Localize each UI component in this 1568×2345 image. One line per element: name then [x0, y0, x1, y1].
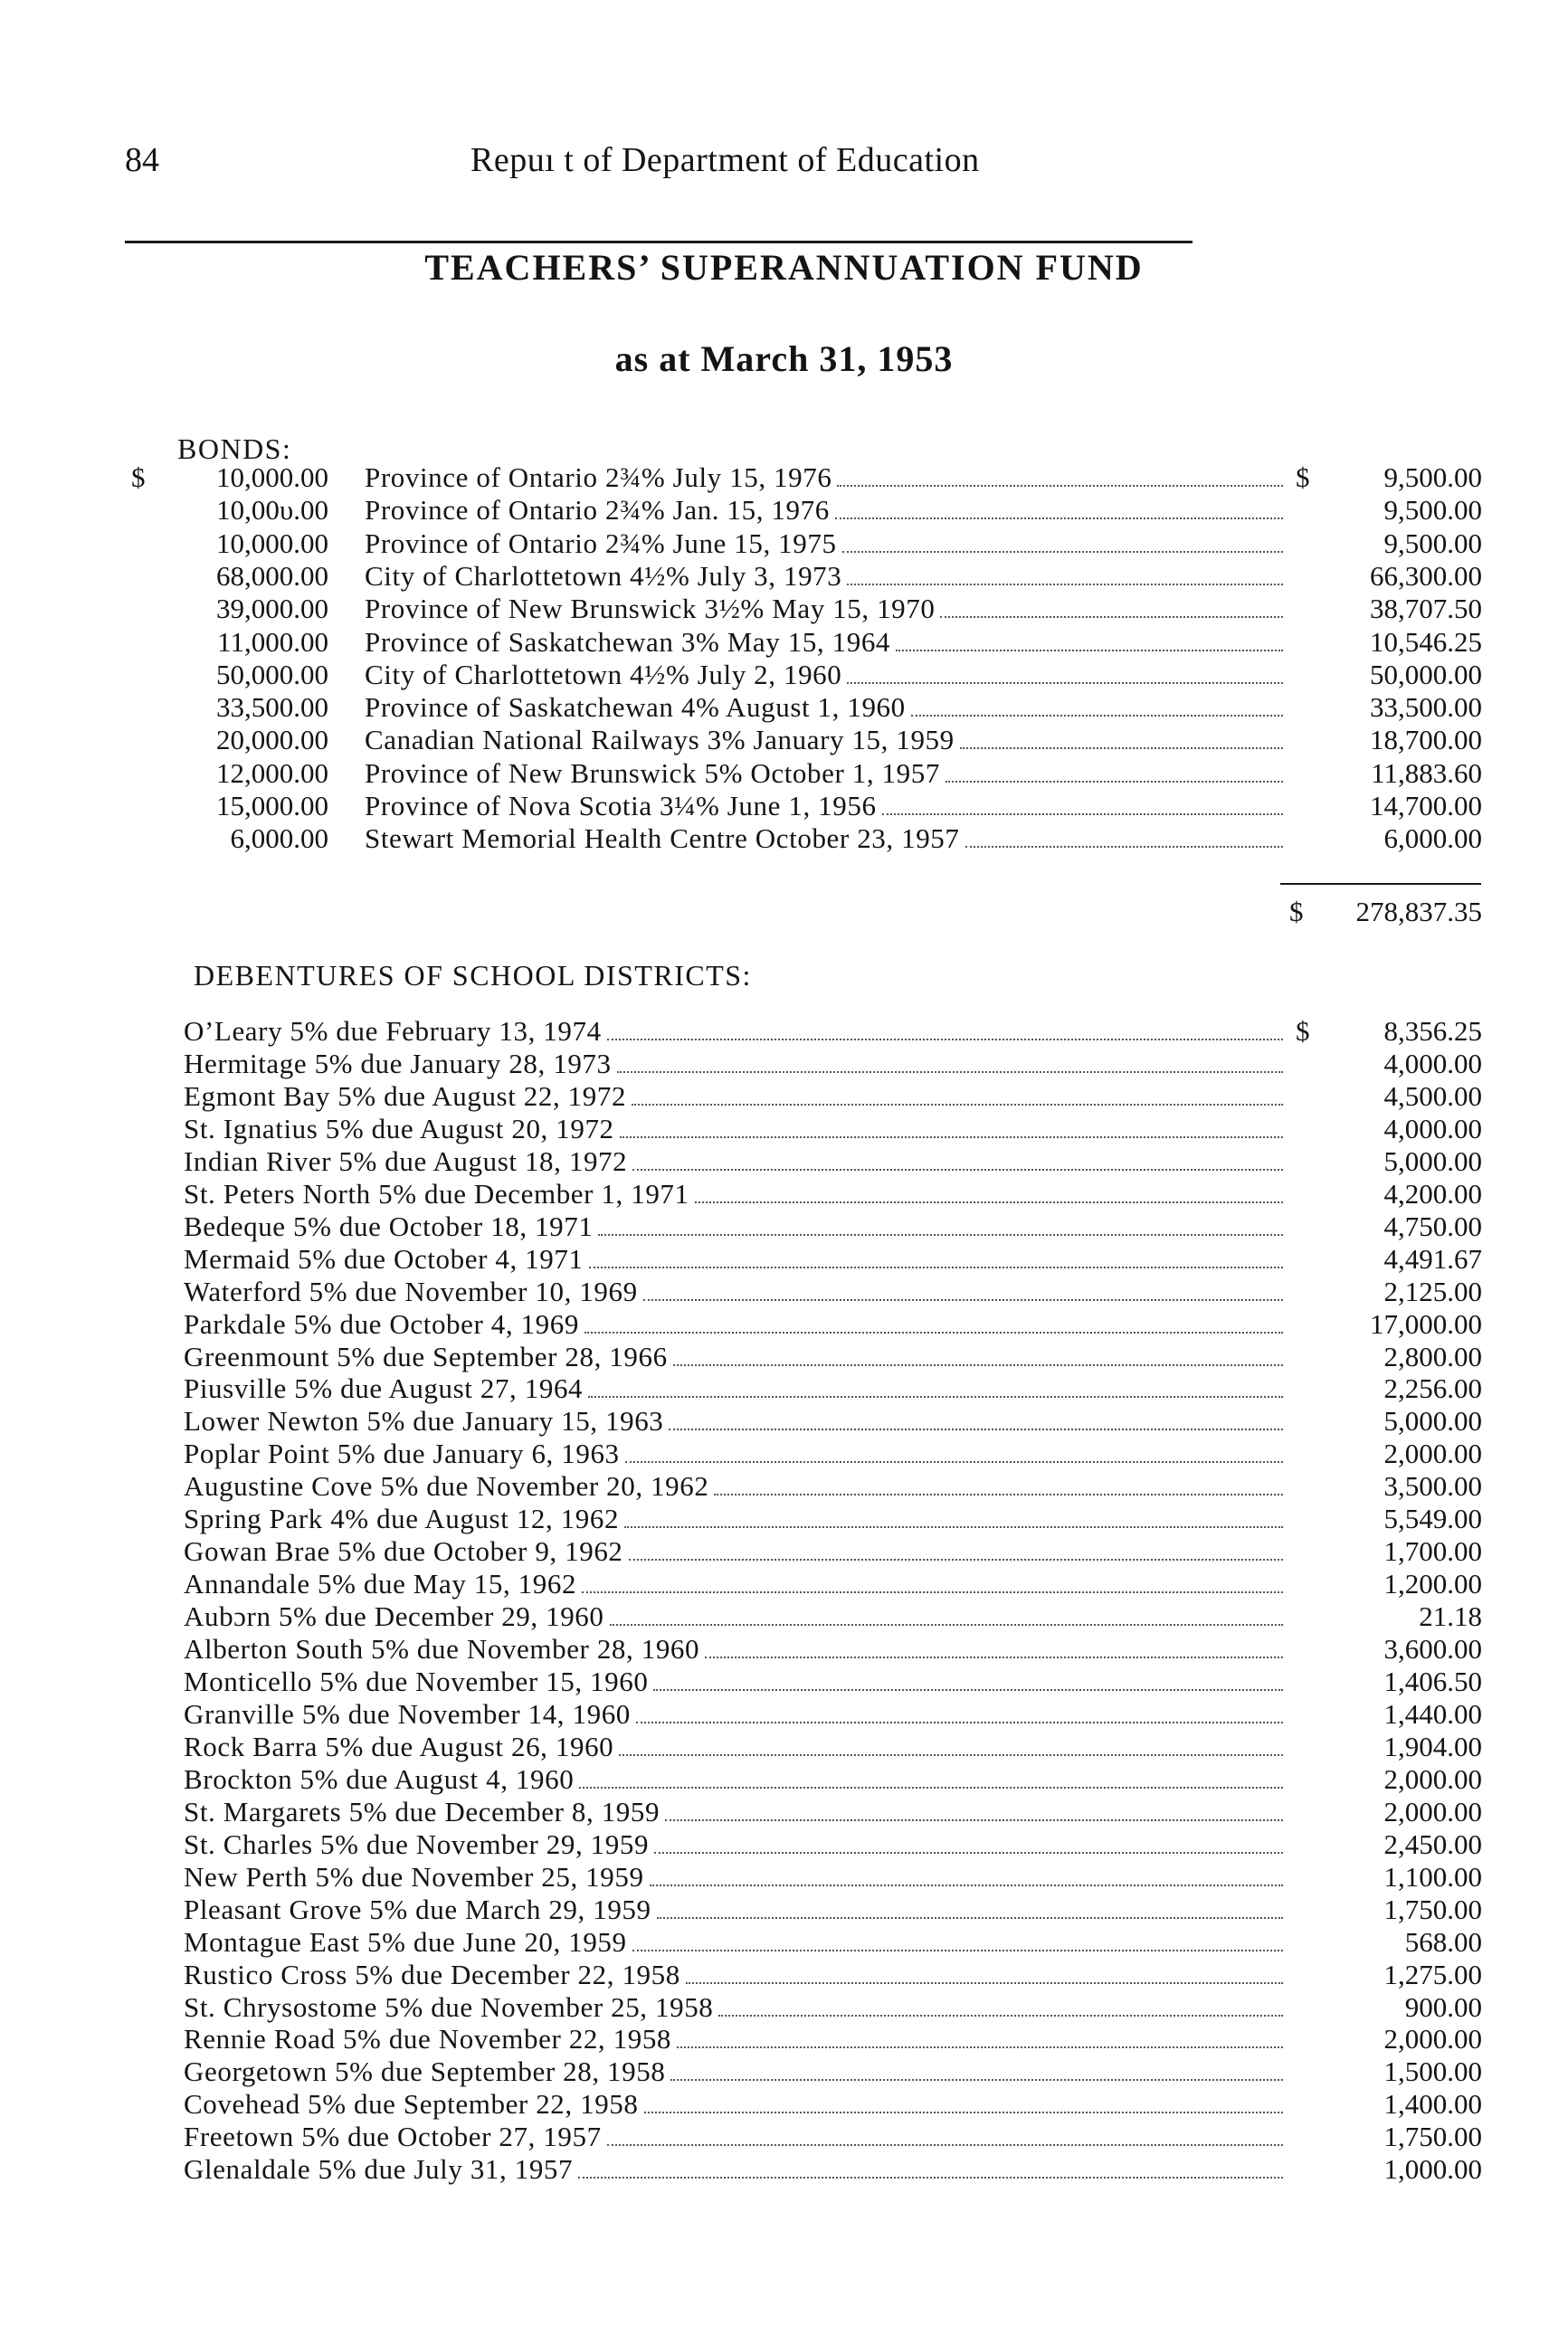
dot-leader	[619, 1754, 1283, 1756]
debenture-row	[0, 1178, 1568, 1210]
debenture-row	[0, 1243, 1568, 1276]
debenture-amount: 1,275.00	[1383, 1958, 1482, 1990]
debenture-row	[0, 1926, 1568, 1959]
debenture-amount: 2,000.00	[1383, 1762, 1482, 1795]
bond-description-cell	[365, 757, 1283, 790]
dot-leader	[617, 1071, 1283, 1073]
debenture-row	[0, 1959, 1568, 1991]
dot-leader	[686, 1982, 1283, 1984]
debenture-row	[0, 1113, 1568, 1145]
debenture-amount: 2,450.00	[1383, 1828, 1482, 1860]
bond-amount-currency: $	[1296, 461, 1310, 493]
debenture-amount: 1,700.00	[1383, 1535, 1482, 1568]
debenture-description: Bedeque 5% due October 18, 1971	[184, 1210, 594, 1242]
debenture-amount: 5,000.00	[1383, 1405, 1482, 1438]
debenture-description-cell	[184, 1698, 1283, 1731]
dot-leader	[607, 1039, 1283, 1040]
debenture-description-cell	[184, 2121, 1283, 2153]
debenture-row	[0, 1372, 1568, 1405]
bond-description-cell	[365, 724, 1283, 756]
debenture-description: Lower Newton 5% due January 15, 1963	[184, 1405, 664, 1438]
bonds-total-rule	[1280, 883, 1481, 885]
debenture-amount: 1,100.00	[1383, 1860, 1482, 1893]
bonds-total-value: 278,837.35	[1355, 896, 1482, 927]
bonds-section-label: BONDS:	[177, 432, 292, 465]
debenture-description-cell	[184, 1438, 1283, 1470]
debenture-description: Gowan Brae 5% due October 9, 1962	[184, 1535, 623, 1568]
bond-description: Province of Ontario 2¾% July 15, 1976	[365, 461, 832, 493]
debenture-amount: 4,200.00	[1383, 1177, 1482, 1210]
debenture-description-cell	[184, 1828, 1283, 1861]
debenture-row	[0, 1145, 1568, 1178]
debenture-row	[0, 1861, 1568, 1894]
debenture-description: Hermitage 5% due January 28, 1973	[184, 1047, 612, 1079]
bond-face-value: 20,000.00	[216, 724, 328, 756]
debenture-description: Greenmount 5% due September 28, 1966	[184, 1340, 668, 1372]
bond-amount: 11,883.60	[1371, 756, 1482, 789]
debenture-description: Annandale 5% due May 15, 1962	[184, 1568, 577, 1600]
bond-row	[0, 790, 1568, 822]
bond-description-cell	[365, 659, 1283, 691]
debenture-description: Georgetown 5% due September 28, 1958	[184, 2055, 666, 2088]
debenture-description-cell	[184, 1113, 1283, 1145]
bond-face-value: 11,000.00	[217, 625, 328, 658]
debenture-amount: 21.18	[1419, 1600, 1482, 1633]
bond-row	[0, 494, 1568, 527]
debenture-row	[0, 1568, 1568, 1600]
bond-face-value: 15,000.00	[216, 790, 328, 821]
debenture-row	[0, 1503, 1568, 1535]
debenture-description-cell	[184, 1633, 1283, 1666]
bond-description: Stewart Memorial Health Centre October 23, 1957	[365, 822, 960, 855]
debenture-description: Poplar Point 5% due January 6, 1963	[184, 1438, 620, 1470]
debenture-amount: 3,500.00	[1383, 1470, 1482, 1503]
debenture-description-cell	[184, 1276, 1283, 1308]
debenture-description: Parkdale 5% due October 4, 1969	[184, 1307, 579, 1340]
dot-leader	[653, 1689, 1283, 1691]
dot-leader	[589, 1267, 1283, 1268]
dot-leader	[578, 2177, 1283, 2179]
bond-amount: 9,500.00	[1383, 527, 1482, 559]
debenture-description: Waterford 5% due November 10, 1969	[184, 1275, 638, 1307]
debenture-description: Indian River 5% due August 18, 1972	[184, 1144, 628, 1177]
debenture-description-cell	[184, 1470, 1283, 1503]
debenture-amount: 1,200.00	[1383, 1568, 1482, 1600]
debenture-amount: 4,000.00	[1383, 1112, 1482, 1144]
bond-face-value: 33,500.00	[216, 691, 328, 724]
bond-description-cell	[365, 560, 1283, 593]
debenture-row	[0, 1828, 1568, 1861]
page-header	[125, 140, 1193, 185]
bond-row	[0, 593, 1568, 625]
debenture-amount: 5,000.00	[1383, 1144, 1482, 1177]
dot-leader	[911, 715, 1283, 717]
debenture-amount: 4,491.67	[1383, 1242, 1482, 1275]
dot-leader	[835, 517, 1283, 519]
debenture-description: Granville 5% due November 14, 1960	[184, 1697, 631, 1730]
debenture-amount: 2,125.00	[1383, 1275, 1482, 1307]
debenture-row	[0, 1048, 1568, 1080]
debenture-row	[0, 1210, 1568, 1243]
bond-amount: 33,500.00	[1370, 691, 1482, 724]
dot-leader	[607, 2144, 1283, 2146]
dot-leader	[940, 616, 1283, 618]
debenture-description-cell	[184, 2023, 1283, 2055]
bond-row	[0, 724, 1568, 756]
debenture-description-cell	[184, 2088, 1283, 2121]
debenture-row	[0, 2055, 1568, 2088]
bond-amount: 50,000.00	[1370, 658, 1482, 690]
bond-face-currency: $	[131, 461, 146, 493]
debenture-row	[0, 1763, 1568, 1796]
debenture-amount: 2,800.00	[1383, 1340, 1482, 1372]
debenture-description: Covehead 5% due September 22, 1958	[184, 2088, 639, 2121]
debenture-description: Spring Park 4% due August 12, 1962	[184, 1503, 620, 1535]
dot-leader	[718, 2015, 1283, 2017]
debenture-description-cell	[184, 1796, 1283, 1828]
debenture-description: St. Chrysostome 5% due November 25, 1958	[184, 1990, 714, 2023]
debenture-description: Piusville 5% due August 27, 1964	[184, 1372, 584, 1405]
debenture-amount: 1,440.00	[1383, 1697, 1482, 1730]
bond-description-cell	[365, 626, 1283, 659]
bond-face-value: 39,000.00	[216, 593, 328, 625]
bond-row	[0, 560, 1568, 593]
debenture-amount: 2,000.00	[1383, 1438, 1482, 1470]
running-head: Repuı t of Department of Education	[470, 141, 980, 179]
debenture-description-cell	[184, 1991, 1283, 2024]
dot-leader	[632, 1104, 1283, 1106]
bonds-total-currency: $	[1289, 896, 1304, 927]
page-title: TEACHERS’ SUPERANNUATION FUND	[424, 247, 1144, 288]
debenture-row	[0, 1080, 1568, 1113]
debenture-description-cell	[184, 1959, 1283, 1991]
debenture-row	[0, 1276, 1568, 1308]
dot-leader	[673, 1364, 1283, 1366]
bond-row	[0, 527, 1568, 560]
debenture-description-cell	[184, 1341, 1283, 1373]
debenture-description-cell	[184, 1568, 1283, 1600]
debenture-description-cell	[184, 1731, 1283, 1763]
dot-leader	[946, 781, 1283, 783]
debenture-description: Mermaid 5% due October 4, 1971	[184, 1242, 584, 1275]
debenture-row	[0, 2153, 1568, 2186]
debenture-description-cell	[184, 1861, 1283, 1894]
dot-leader	[896, 650, 1283, 651]
bond-description: Province of Ontario 2¾% June 15, 1975	[365, 527, 837, 559]
bond-description-cell	[365, 461, 1283, 494]
debenture-amount: 8,356.25	[1383, 1015, 1482, 1047]
dot-leader	[588, 1396, 1283, 1398]
debenture-description: O’Leary 5% due February 13, 1974	[184, 1015, 602, 1047]
debenture-amount: 1,904.00	[1383, 1730, 1482, 1762]
bond-amount: 14,700.00	[1370, 790, 1482, 821]
debenture-description: Brockton 5% due August 4, 1960	[184, 1762, 575, 1795]
bond-amount: 38,707.50	[1370, 593, 1482, 625]
page-subtitle: as at March 31, 1953	[614, 338, 954, 379]
bond-description-cell	[365, 790, 1283, 822]
debenture-description-cell	[184, 1405, 1283, 1438]
debenture-description-cell	[184, 1015, 1283, 1048]
dot-leader	[670, 2079, 1283, 2081]
debenture-description: Montague East 5% due June 20, 1959	[184, 1925, 627, 1958]
dot-leader	[677, 2046, 1283, 2048]
debenture-description-cell	[184, 1926, 1283, 1959]
debenture-description: Rock Barra 5% due August 26, 1960	[184, 1730, 614, 1762]
dot-leader	[650, 1885, 1283, 1886]
debenture-description-cell	[184, 1535, 1283, 1568]
debenture-description: Aubɔrn 5% due December 29, 1960	[184, 1600, 604, 1633]
debenture-description: Rennie Road 5% due November 22, 1958	[184, 2023, 672, 2055]
dot-leader	[842, 551, 1283, 553]
debenture-amount: 4,500.00	[1383, 1079, 1482, 1112]
debenture-row	[0, 1341, 1568, 1373]
debenture-amount: 2,000.00	[1383, 2023, 1482, 2055]
dot-leader	[610, 1624, 1283, 1626]
debenture-description-cell	[184, 1080, 1283, 1113]
bond-description-cell	[365, 494, 1283, 527]
debenture-description: Alberton South 5% due November 28, 1960	[184, 1633, 700, 1666]
bond-row	[0, 822, 1568, 855]
dot-leader	[960, 747, 1283, 749]
bond-description-cell	[365, 691, 1283, 724]
debenture-amount: 1,400.00	[1383, 2088, 1482, 2121]
debenture-description: New Perth 5% due November 25, 1959	[184, 1860, 644, 1893]
dot-leader	[714, 1494, 1283, 1495]
debenture-row	[0, 1438, 1568, 1470]
bond-description-cell	[365, 593, 1283, 625]
dot-leader	[837, 485, 1283, 487]
header-rule	[125, 241, 1193, 243]
debenture-description-cell	[184, 1243, 1283, 1276]
debenture-description-cell	[184, 1763, 1283, 1796]
dot-leader	[629, 1559, 1283, 1561]
bond-amount: 9,500.00	[1383, 494, 1482, 527]
dot-leader	[579, 1787, 1283, 1789]
bond-amount: 66,300.00	[1370, 559, 1482, 592]
debenture-row	[0, 1633, 1568, 1666]
bond-description: City of Charlottetown 4½% July 3, 1973	[365, 559, 842, 592]
dot-leader	[882, 813, 1283, 815]
debenture-description-cell	[184, 1894, 1283, 1926]
dot-leader	[669, 1429, 1283, 1430]
debenture-row	[0, 1600, 1568, 1633]
bond-face-value: 50,000.00	[216, 658, 328, 690]
debenture-amount: 1,750.00	[1383, 1893, 1482, 1925]
debentures-section-label: DEBENTURES OF SCHOOL DISTRICTS:	[194, 959, 752, 992]
debenture-description: Glenaldale 5% due July 31, 1957	[184, 2153, 574, 2186]
dot-leader	[636, 1722, 1283, 1723]
debenture-row	[0, 1894, 1568, 1926]
debenture-description-cell	[184, 1600, 1283, 1633]
debenture-description: Egmont Bay 5% due August 22, 1972	[184, 1079, 627, 1112]
debenture-row	[0, 1731, 1568, 1763]
dot-leader	[847, 584, 1283, 585]
dot-leader	[695, 1201, 1283, 1203]
dot-leader	[632, 1169, 1283, 1171]
debenture-amount: 900.00	[1404, 1990, 1482, 2023]
dot-leader	[582, 1591, 1283, 1593]
bond-description: Province of Nova Scotia 3¼% June 1, 1956	[365, 790, 877, 821]
debenture-description-cell	[184, 1308, 1283, 1341]
debenture-description: Freetown 5% due October 27, 1957	[184, 2121, 602, 2153]
debenture-description-cell	[184, 1372, 1283, 1405]
bond-face-value: 10,000.00	[216, 527, 328, 559]
debenture-description: St. Peters North 5% due December 1, 1971	[184, 1177, 689, 1210]
bond-description: Province of Ontario 2¾% Jan. 15, 1976	[365, 494, 830, 527]
debenture-amount: 1,000.00	[1383, 2153, 1482, 2186]
bond-face-value: 68,000.00	[216, 559, 328, 592]
dot-leader	[643, 1299, 1283, 1301]
bond-row	[0, 691, 1568, 724]
bond-face-value: 6,000.00	[230, 822, 328, 855]
debenture-amount: 2,000.00	[1383, 1795, 1482, 1828]
debenture-amount: 3,600.00	[1383, 1633, 1482, 1666]
debenture-description-cell	[184, 1666, 1283, 1698]
dot-leader	[598, 1234, 1283, 1236]
bond-face-value: 10,00υ.00	[216, 494, 328, 527]
debenture-row	[0, 1796, 1568, 1828]
bond-description: Province of New Brunswick 3½% May 15, 1970	[365, 593, 936, 625]
debenture-row	[0, 1991, 1568, 2024]
debenture-description: Monticello 5% due November 15, 1960	[184, 1666, 649, 1697]
debenture-amount: 17,000.00	[1370, 1307, 1482, 1340]
debenture-row	[0, 1666, 1568, 1698]
bond-row	[0, 461, 1568, 494]
debenture-row	[0, 1535, 1568, 1568]
bond-amount: 10,546.25	[1370, 625, 1482, 658]
debenture-description: Pleasant Grove 5% due March 29, 1959	[184, 1893, 651, 1925]
bond-description: Province of Saskatchewan 4% August 1, 1960	[365, 691, 906, 724]
dot-leader	[654, 1852, 1283, 1854]
debenture-description-cell	[184, 1210, 1283, 1243]
debenture-description: St. Ignatius 5% due August 20, 1972	[184, 1112, 614, 1144]
bond-amount: 18,700.00	[1370, 724, 1482, 756]
page-number: 84	[125, 141, 159, 179]
bond-description: Province of Saskatchewan 3% May 15, 1964	[365, 625, 891, 658]
debenture-description-cell	[184, 2153, 1283, 2186]
bond-amount: 9,500.00	[1383, 461, 1482, 493]
dot-leader	[632, 1950, 1283, 1951]
debenture-amount: 1,406.50	[1383, 1666, 1482, 1697]
dot-leader	[665, 1819, 1283, 1821]
debenture-description-cell	[184, 1145, 1283, 1178]
debenture-description-cell	[184, 1178, 1283, 1210]
dot-leader	[624, 1526, 1283, 1528]
debenture-row	[0, 1405, 1568, 1438]
bond-description: City of Charlottetown 4½% July 2, 1960	[365, 658, 842, 690]
debenture-description: St. Margarets 5% due December 8, 1959	[184, 1795, 660, 1828]
bond-face-value: 10,000.00	[216, 461, 328, 493]
debenture-amount: 568.00	[1404, 1925, 1482, 1958]
debenture-row	[0, 1308, 1568, 1341]
bond-face-value: 12,000.00	[216, 756, 328, 789]
debenture-amount: 5,549.00	[1383, 1503, 1482, 1535]
debenture-amount: 2,256.00	[1383, 1372, 1482, 1405]
debenture-amount: 1,750.00	[1383, 2121, 1482, 2153]
debenture-row	[0, 1470, 1568, 1503]
dot-leader	[657, 1917, 1283, 1919]
debenture-description-cell	[184, 1503, 1283, 1535]
dot-leader	[847, 682, 1283, 684]
debenture-amount: 4,000.00	[1383, 1047, 1482, 1079]
bond-description: Canadian National Railways 3% January 15, 1959	[365, 724, 955, 756]
debenture-description: Augustine Cove 5% due November 20, 1962	[184, 1470, 709, 1503]
dot-leader	[620, 1136, 1283, 1138]
debenture-row	[0, 1698, 1568, 1731]
bond-description-cell	[365, 527, 1283, 560]
dot-leader	[625, 1461, 1283, 1463]
debenture-amount: 4,750.00	[1383, 1210, 1482, 1242]
dot-leader	[965, 846, 1284, 848]
debenture-row	[0, 1015, 1568, 1048]
debenture-row	[0, 2088, 1568, 2121]
debenture-description: Rustico Cross 5% due December 22, 1958	[184, 1958, 680, 1990]
dot-leader	[644, 2112, 1283, 2113]
debenture-row	[0, 2023, 1568, 2055]
debenture-description-cell	[184, 2055, 1283, 2088]
debenture-amount: 1,500.00	[1383, 2055, 1482, 2088]
bond-row	[0, 659, 1568, 691]
dot-leader	[705, 1657, 1283, 1658]
debenture-description-cell	[184, 1048, 1283, 1080]
bond-description: Province of New Brunswick 5% October 1, 1957	[365, 756, 940, 789]
debenture-description: St. Charles 5% due November 29, 1959	[184, 1828, 650, 1860]
dot-leader	[584, 1332, 1283, 1334]
bond-row	[0, 626, 1568, 659]
debenture-row	[0, 2121, 1568, 2153]
bond-description-cell	[365, 822, 1283, 855]
debenture-amount-currency: $	[1296, 1015, 1310, 1047]
bond-amount: 6,000.00	[1383, 822, 1482, 855]
bond-row	[0, 757, 1568, 790]
